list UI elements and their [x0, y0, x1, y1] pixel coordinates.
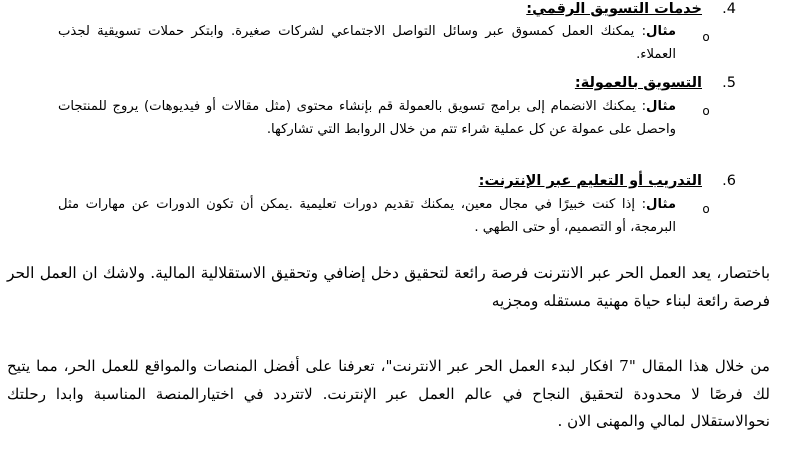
list-number: 6. [722, 173, 736, 189]
example-label: مثال [646, 24, 676, 39]
list-heading-online-training [479, 173, 736, 190]
list-heading-text: خدمات التسويق الرقمي: [526, 1, 702, 17]
hollow-bullet-icon: o [702, 104, 710, 118]
example-text: : إذا كنت خبيرًا في مجال معين، يمكنك تقديم دورات تعليمية .يمكن أن تكون الدورات عن مهارات مثل البرمجة، أو التصميم، أو حتى الطهي . [58, 197, 676, 235]
example-online-training [58, 194, 676, 240]
example-label: مثال [646, 99, 676, 114]
conclusion-paragraph: من خلال هذا المقال "7 افكار لبدء العمل الحر عبر الانترنت"، تعرفنا على أفضل المنصات والمواقع للعمل الحر، مما يتيح لك فرصًا لا محدودة لتحقيق النجاح في عالم العمل عبر الإنترنت. لاتتردد في اختيارالمنصة المناسبة وابدا رحلتك نحوالاستقلال لمالي والمهنى الان . [7, 357, 771, 430]
example-text: : يمكنك الانضمام إلى برامج تسويق بالعمولة قم بإنشاء محتوى (مثل مقالات أو فيديوهات) يروج للمنتجات واحصل على عمولة عن كل عملية شراء تتم من خلال الروابط التي تشاركها. [58, 99, 676, 137]
example-text: : يمكنك العمل كمسوق عبر وسائل التواصل الاجتماعي لشركات صغيرة. وابتكر حملات تسويقية لجذب العملاء. [58, 24, 676, 62]
list-heading-text: التسويق بالعمولة: [574, 75, 702, 91]
list-heading-text: التدريب أو التعليم عبر الإنترنت: [478, 173, 702, 189]
hollow-bullet-icon: o [702, 202, 710, 216]
example-digital-marketing [58, 21, 676, 67]
list-heading-digital-marketing [526, 1, 736, 18]
example-affiliate-marketing [58, 96, 676, 164]
hollow-bullet-icon: o [702, 30, 710, 44]
list-heading-affiliate-marketing [575, 75, 736, 92]
summary-paragraph: باختصار، يعد العمل الحر عبر الانترنت فرصة رائعة لتحقيق دخل إضافي وتحقيق الاستقلالية المالية. ولاشك ان العمل الحر فرصة رائعة لبناء حياة مهنية مستقله ومجزيه [7, 264, 770, 310]
example-label: مثال [646, 197, 676, 212]
list-number: 4. [722, 1, 736, 17]
list-number: 5. [722, 75, 736, 91]
